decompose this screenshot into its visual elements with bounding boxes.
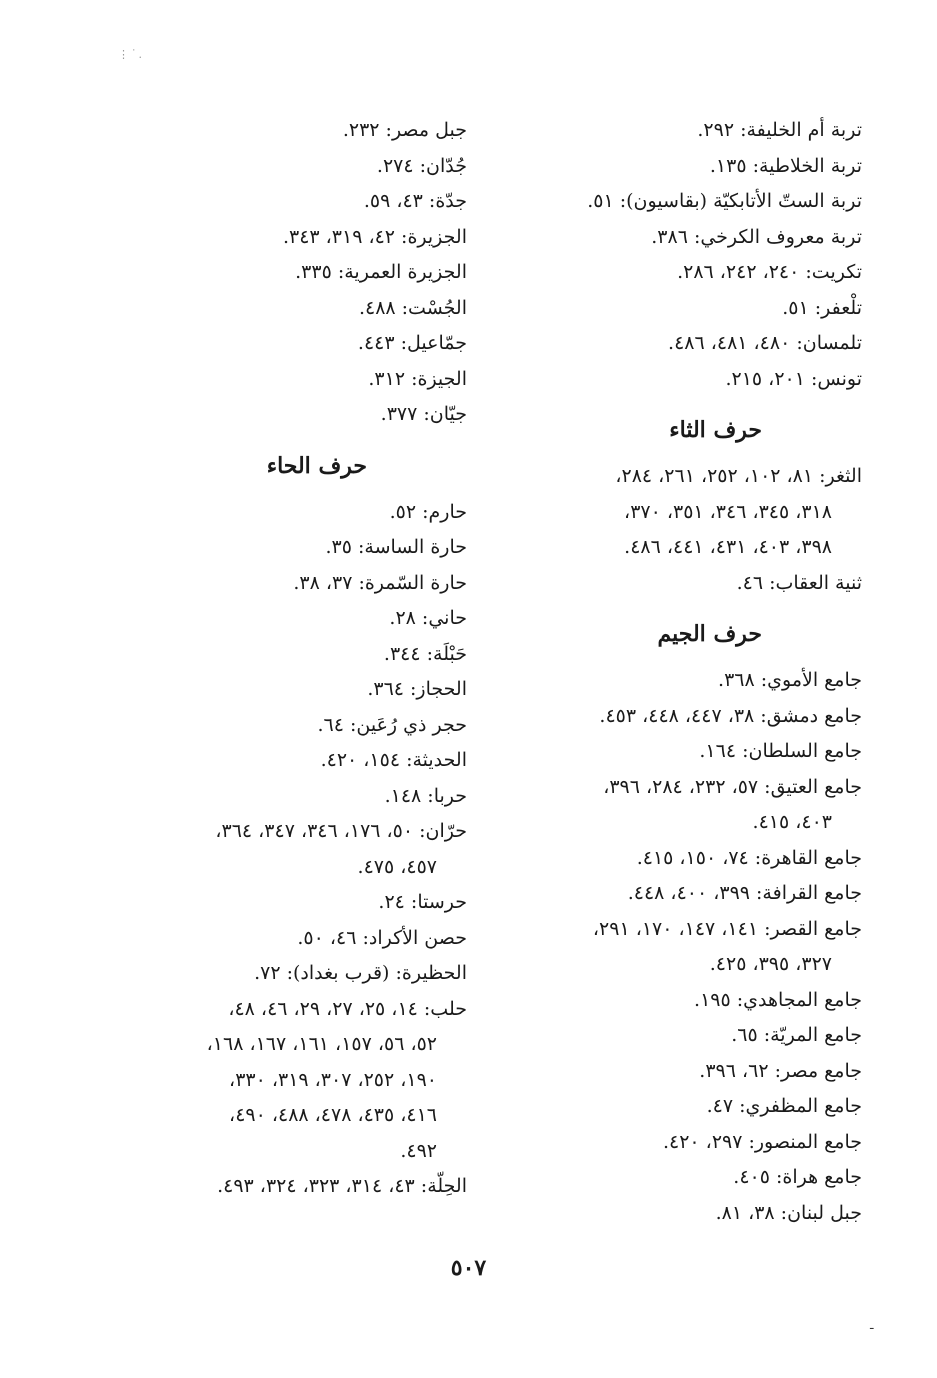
index-entry: جامع السلطان: ١٦٤. — [699, 740, 862, 762]
index-entry: جامع المريّة: ٦٥. — [731, 1024, 862, 1046]
index-entry: جامع مصر: ٦٢، ٣٩٦. — [699, 1059, 862, 1082]
index-entry: الحظيرة: (قرب بغداد): ٧٢. — [254, 962, 467, 984]
entries-jim — [502, 663, 862, 1231]
index-entry: جامع المجاهدي: ١٩٥. — [694, 988, 862, 1011]
index-entry: جمّاعيل: ٤٤٣. — [357, 332, 467, 354]
index-entry: الجيزة: ٣١٢. — [368, 367, 467, 390]
index-entry: جبل مصر: ٢٣٢. — [342, 119, 467, 141]
corner-mark: ـ — [870, 1318, 874, 1332]
index-entry: الحجاز: ٣٦٤. — [367, 678, 467, 700]
index-entry: جامع القصر: ١٤١، ١٤٧، ١٧٠، ٢٩١، — [592, 917, 862, 940]
index-entry-continuation: ٣١٨، ٣٤٥، ٣٤٦، ٣٥١، ٣٧٠، — [624, 500, 832, 523]
index-entry: جامع العتيق: ٥٧، ٢٣٢، ٢٨٤، ٣٩٦، — [603, 775, 862, 798]
index-entry: تلمسان: ٤٨٠، ٤٨١، ٤٨٦. — [668, 332, 862, 354]
index-entry: حلب: ١٤، ٢٥، ٢٧، ٢٩، ٤٦، ٤٨، — [228, 997, 467, 1020]
index-entry-continuation: ١٩٠، ٢٥٢، ٣٠٧، ٣١٩، ٣٣٠، — [229, 1068, 437, 1091]
section-heading-ha: حرف الحاء — [266, 452, 367, 479]
index-entry: الحديثة: ١٥٤، ٤٢٠. — [320, 749, 467, 771]
index-entry-continuation: ٣٩٨، ٤٠٣، ٤٣١، ٤٤١، ٤٨٦. — [624, 536, 832, 558]
index-entry: تربة أم الخليفة: ٢٩٢. — [697, 119, 862, 141]
index-entry: الجُسْت: ٤٨٨. — [358, 296, 467, 319]
index-entry-continuation: ٤١٦، ٤٣٥، ٤٧٨، ٤٨٨، ٤٩٠، — [229, 1104, 437, 1126]
index-entry: جامع القاهرة: ٧٤، ١٥٠، ٤١٥. — [636, 846, 862, 869]
index-entry: حجر ذي رُعَين: ٦٤. — [317, 713, 467, 736]
index-entry: حربا: ١٤٨. — [384, 784, 467, 807]
index-entry: جامع القرافة: ٣٩٩، ٤٠٠، ٤٤٨. — [627, 882, 862, 904]
index-entry: تربة معروف الكرخي: ٣٨٦. — [651, 225, 862, 248]
page-number: ٥٠٧ — [450, 1255, 487, 1281]
index-entry: تلْعفر: ٥١. — [782, 296, 862, 319]
index-entry-continuation: ٤٩٢. — [400, 1139, 437, 1162]
index-entry: الحِلّة: ٤٣، ٣١٤، ٣٢٣، ٣٢٤، ٤٩٣. — [217, 1175, 467, 1197]
index-entry: حَبْلَة: ٣٤٤. — [383, 642, 467, 665]
index-entry: الجزيرة: ٤٢، ٣١٩، ٣٤٣. — [282, 225, 467, 248]
index-entry: تربة الخلاطية: ١٣٥. — [709, 154, 862, 177]
index-entry: جُدّان: ٢٧٤. — [376, 154, 467, 177]
index-entry: تونس: ٢٠١، ٢١٥. — [725, 367, 862, 390]
entries-ta — [502, 113, 862, 397]
index-entry-continuation: ٤٥٧، ٤٧٥. — [357, 855, 437, 878]
entries-jim-cont — [107, 113, 467, 433]
index-entry: حاني: ٢٨. — [389, 607, 467, 629]
section-heading-tha: حرف الثاء — [669, 417, 762, 443]
entries-ha — [107, 495, 467, 1205]
index-entry: الثغر: ٨١، ١٠٢، ٢٥٢، ٢٦١، ٢٨٤، — [615, 465, 862, 487]
section-heading-jim: حرف الجيم — [657, 621, 762, 647]
index-entry: ثنية العقاب: ٤٦. — [736, 571, 862, 594]
index-entry: جامع الأموي: ٣٦٨. — [718, 669, 862, 691]
index-entry: حرّان: ٥٠، ١٧٦، ٣٤٦، ٣٤٧، ٣٦٤، — [215, 820, 467, 842]
index-entry: حارم: ٥٢. — [389, 500, 467, 523]
index-entry: الجزيرة العمرية: ٣٣٥. — [295, 261, 467, 283]
index-entry: جامع هراة: ٤٠٥. — [733, 1166, 862, 1188]
index-entry: جامع المنصور: ٢٩٧، ٤٢٠. — [662, 1130, 862, 1153]
index-entry: حصن الأكراد: ٤٦، ٥٠. — [297, 926, 467, 949]
right-column — [502, 113, 862, 1231]
left-column — [107, 113, 467, 1205]
index-entry: جامع المظفري: ٤٧. — [706, 1095, 862, 1117]
index-entry: حارة الساسة: ٣٥. — [325, 536, 467, 558]
index-entry-continuation: ٥٢، ٥٦، ١٥٧، ١٦١، ١٦٧، ١٦٨، — [206, 1033, 437, 1055]
index-entry-continuation: ٣٢٧، ٣٩٥، ٤٢٥. — [709, 953, 832, 975]
index-entry: حرستا: ٢٤. — [378, 891, 467, 913]
index-entry: حارة السّمرة: ٣٧، ٣٨. — [293, 571, 467, 594]
index-entry-continuation: ٤٠٣، ٤١٥. — [752, 811, 832, 833]
index-entry: جيّان: ٣٧٧. — [380, 403, 467, 425]
index-entry: تكريت: ٢٤٠، ٢٤٢، ٢٨٦. — [677, 261, 862, 283]
index-entry: جدّة: ٤٣، ٥٩. — [363, 190, 467, 212]
entries-tha — [502, 459, 862, 601]
index-entry: تربة الستّ الأتابكيّة (بقاسيون): ٥١. — [587, 190, 862, 212]
scan-specks: ⋮˙. — [118, 48, 144, 61]
index-entry: جامع دمشق: ٣٨، ٤٤٧، ٤٤٨، ٤٥٣. — [599, 704, 862, 727]
index-entry: جبل لبنان: ٣٨، ٨١. — [715, 1201, 862, 1224]
